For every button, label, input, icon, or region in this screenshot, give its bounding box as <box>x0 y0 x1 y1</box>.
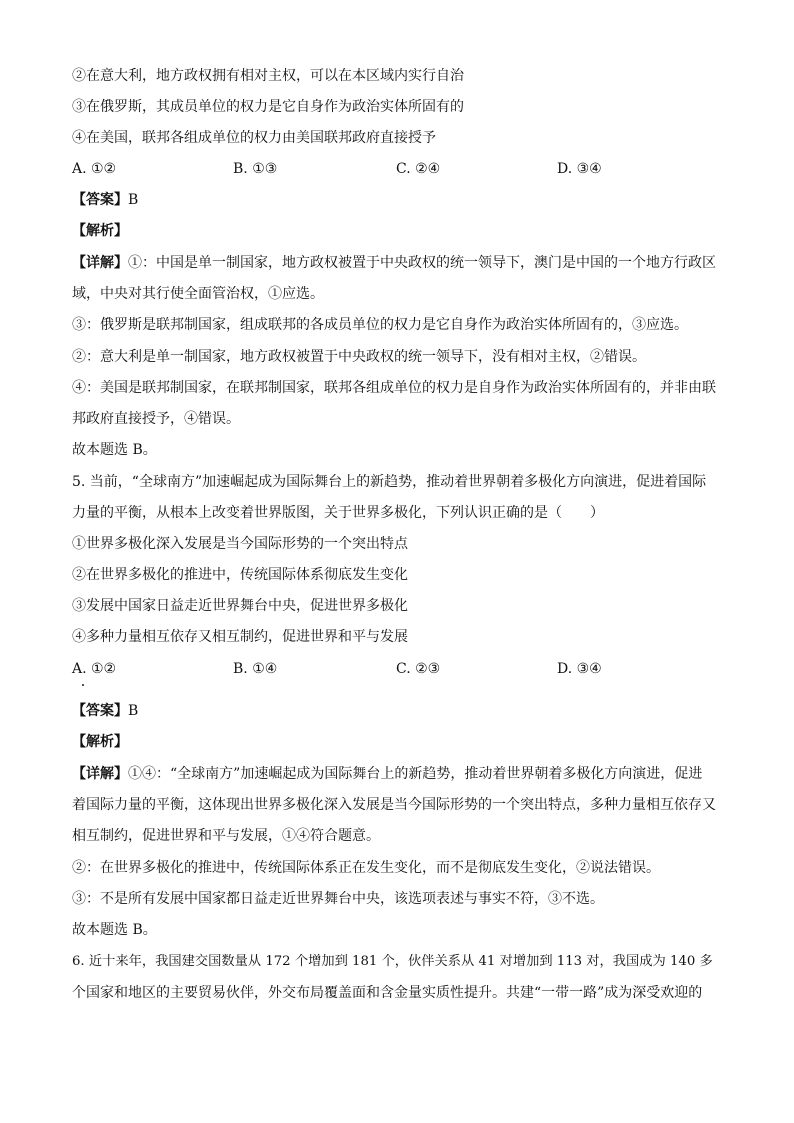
q4-option-a: A. ①② <box>72 161 117 177</box>
q5-statement-2: ②在世界多极化的推进中，传统国际体系彻底发生变化 <box>72 567 408 583</box>
detail-text: ①④：“全球南方”加速崛起成为国际舞台上的新趋势，推动着世界朝着多极化方向演进，促进 <box>128 766 703 782</box>
q5-stem-a: 5. 当前，“全球南方”加速崛起成为国际舞台上的新趋势，推动着世界朝着多极化方向演进，促进着国际 <box>72 474 707 490</box>
q5-detail-14c: 相互制约，促进世界和平与发展，①④符合题意。 <box>72 828 380 844</box>
q5-statement-3: ③发展中国家日益走近世界舞台中央，促进世界多极化 <box>72 598 408 614</box>
q5-detail-3: ③：不是所有发展中国家都日益走近世界舞台中央，该选项表述与事实不符，③不选。 <box>72 891 604 907</box>
answer-label: 【答案】 <box>72 703 128 719</box>
q6-stem-b: 个国家和地区的主要贸易伙伴，外交布局覆盖面和含金量实质性提升。共建“一带一路”成为深受欢迎的 <box>72 985 703 1001</box>
q5-detail-2: ②：在世界多极化的推进中，传统国际体系正在发生变化，而不是彻底发生变化，②说法错误。 <box>72 860 660 876</box>
q4-statement-2: ②在意大利，地方政权拥有相对主权，可以在本区域内实行自治 <box>72 68 464 84</box>
detail-text: ①：中国是单一制国家，地方政权被置于中央政权的统一领导下，澳门是中国的一个地方行政区 <box>128 255 716 271</box>
detail-label: 【详解】 <box>72 255 128 271</box>
detail-label: 【详解】 <box>72 766 128 782</box>
q4-conclusion: 故本题选 B。 <box>72 442 157 458</box>
q5-conclusion: 故本题选 B。 <box>72 922 157 938</box>
q4-option-d: D. ③④ <box>557 161 602 177</box>
q4-detail-4b: 邦政府直接授予，④错误。 <box>72 411 240 427</box>
q5-statement-4: ④多种力量相互依存又相互制约，促进世界和平与发展 <box>72 629 408 645</box>
answer-value: B <box>128 703 139 719</box>
q4-analysis-label: 【解析】 <box>72 223 128 239</box>
stray-mark <box>82 684 84 686</box>
q5-statement-1: ①世界多极化深入发展是当今国际形势的一个突出特点 <box>72 536 408 552</box>
q5-detail-14a <box>72 764 702 784</box>
q4-statement-3: ③在俄罗斯，其成员单位的权力是它自身作为政治实体所固有的 <box>72 99 464 115</box>
q4-statement-4: ④在美国，联邦各组成单位的权力由美国联邦政府直接授予 <box>72 130 436 146</box>
q4-detail-4a: ④：美国是联邦制国家，在联邦制国家，联邦各组成单位的权力是自身作为政治实体所固有的，并非由联 <box>72 380 716 396</box>
q4-detail-1a <box>72 253 716 273</box>
q5-option-b: B. ①④ <box>233 661 278 677</box>
q5-option-d: D. ③④ <box>557 661 602 677</box>
answer-value: B <box>128 192 139 208</box>
q4-detail-2: ②：意大利是单一制国家，地方政权被置于中央政权的统一领导下，没有相对主权，②错误。 <box>72 349 646 365</box>
q4-detail-1b: 域，中央对其行使全面管治权，①应选。 <box>72 286 324 302</box>
q5-detail-14b: 着国际力量的平衡，这体现出世界多极化深入发展是当今国际形势的一个突出特点，多种力量相互依存又 <box>72 797 716 813</box>
q6-stem-a: 6. 近十来年，我国建交国数量从 172 个增加到 181 个，伙伴关系从 41 对增加到 113 对，我国成为 140 多 <box>72 954 713 969</box>
q5-option-a: A. ①② <box>72 661 117 677</box>
q5-analysis-label: 【解析】 <box>72 734 128 750</box>
q5-option-c: C. ②③ <box>396 661 441 677</box>
q4-detail-3: ③：俄罗斯是联邦制国家，组成联邦的各成员单位的权力是它自身作为政治实体所固有的，③应选。 <box>72 317 688 333</box>
q4-option-b: B. ①③ <box>233 161 278 177</box>
answer-label: 【答案】 <box>72 192 128 208</box>
q4-answer <box>72 190 138 210</box>
q5-stem-b: 力量的平衡，从根本上改变着世界版图，关于世界多极化，下列认识正确的是（ ） <box>72 505 604 521</box>
q5-answer <box>72 701 138 721</box>
q4-option-c: C. ②④ <box>396 161 441 177</box>
